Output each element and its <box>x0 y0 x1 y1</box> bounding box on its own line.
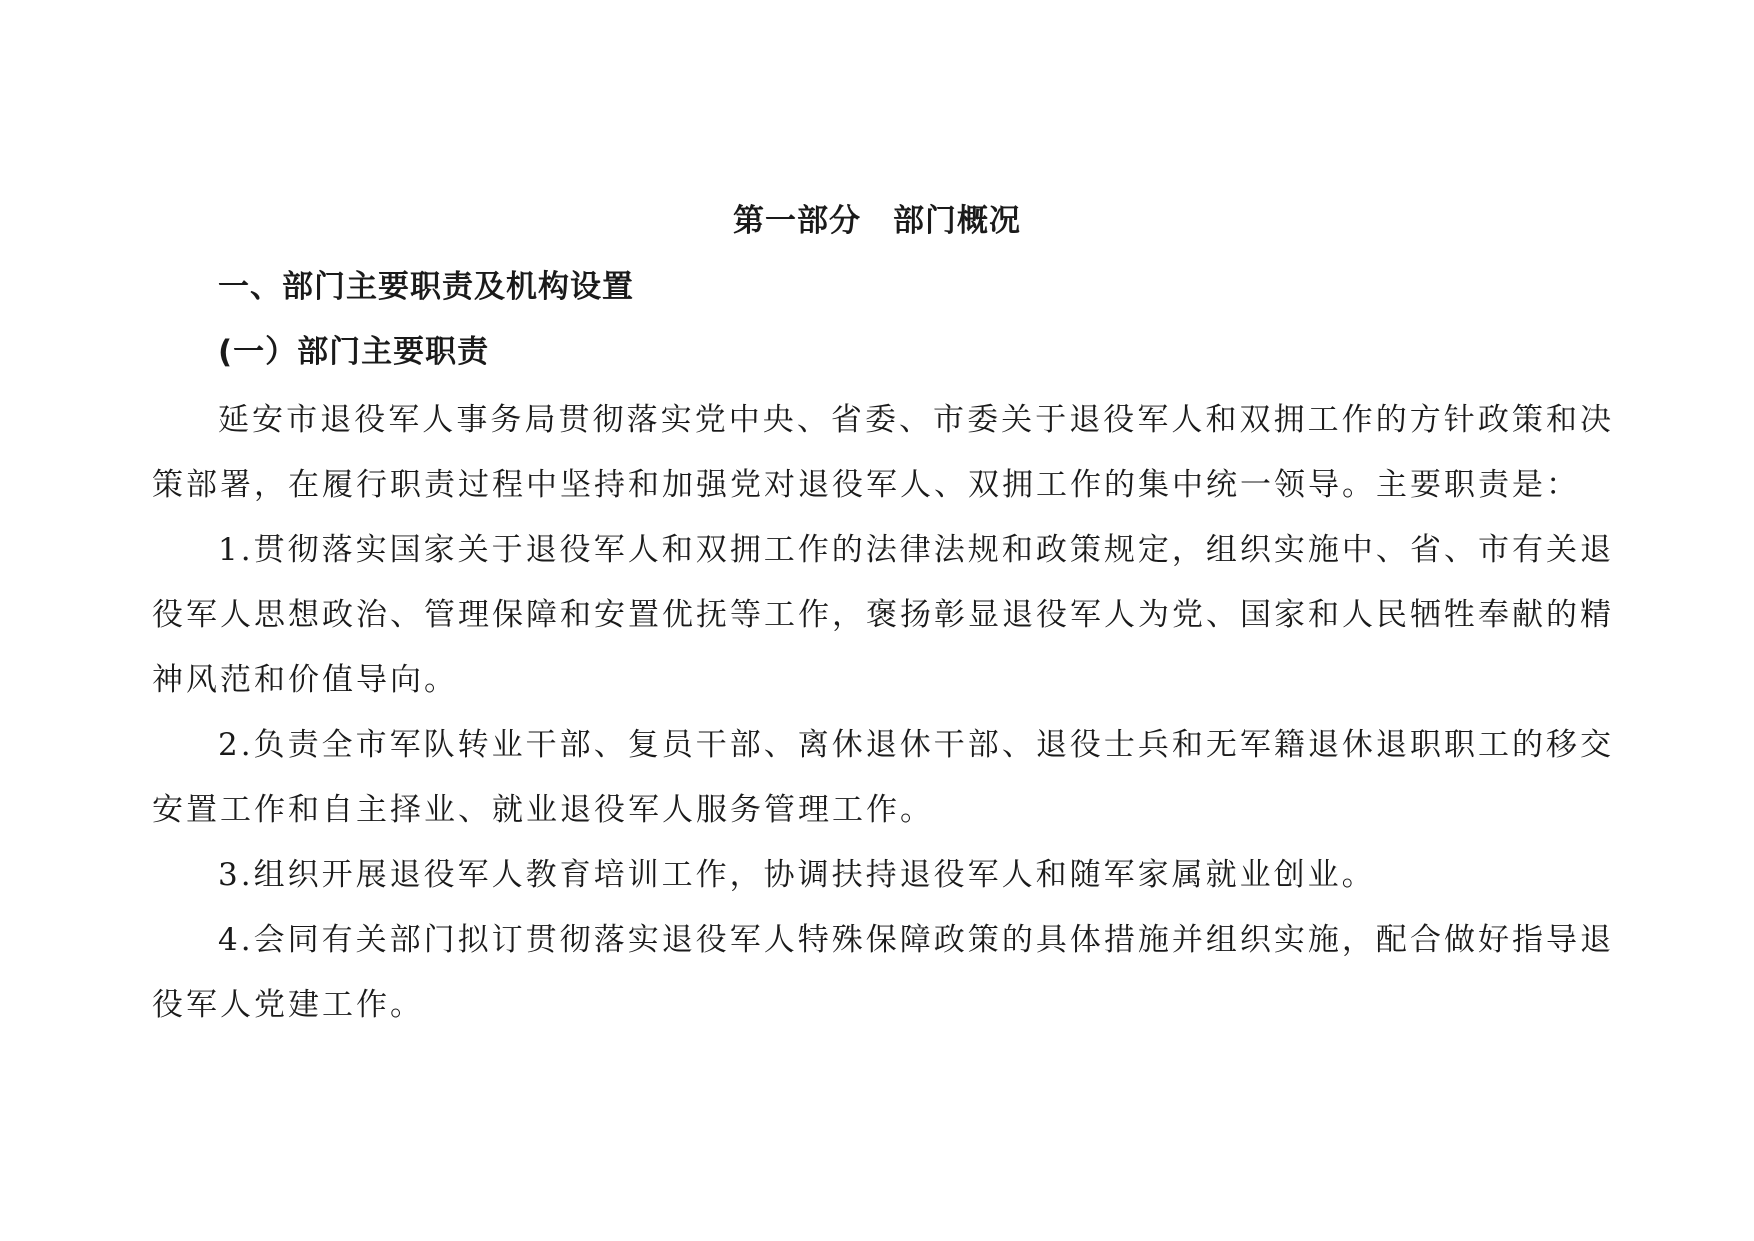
page-title: 第一部分 部门概况 <box>733 203 1021 239</box>
body-text <box>152 388 1614 1038</box>
section-heading: 一、部门主要职责及机构设置 <box>218 269 634 305</box>
paragraph-duty-1: 1.贯彻落实国家关于退役军人和双拥工作的法律法规和政策规定，组织实施中、省、市有关退役军人思想政治、管理保障和安置优抚等工作，褒扬彰显退役军人为党、国家和人民牺牲奉献的精神风范和价值导向。 <box>152 532 1614 698</box>
paragraph-duty-3: 3.组织开展退役军人教育培训工作，协调扶持退役军人和随军家属就业创业。 <box>218 857 1376 893</box>
paragraph-duty-2: 2.负责全市军队转业干部、复员干部、离休退休干部、退役士兵和无军籍退休退职职工的移交安置工作和自主择业、就业退役军人服务管理工作。 <box>152 727 1614 828</box>
paragraph-intro: 延安市退役军人事务局贯彻落实党中央、省委、市委关于退役军人和双拥工作的方针政策和决策部署，在履行职责过程中坚持和加强党对退役军人、双拥工作的集中统一领导。主要职责是： <box>152 402 1614 503</box>
paragraph-duty-4: 4.会同有关部门拟订贯彻落实退役军人特殊保障政策的具体措施并组织实施，配合做好指导退役军人党建工作。 <box>152 922 1614 1023</box>
subsection-heading: (一）部门主要职责 <box>218 334 490 370</box>
